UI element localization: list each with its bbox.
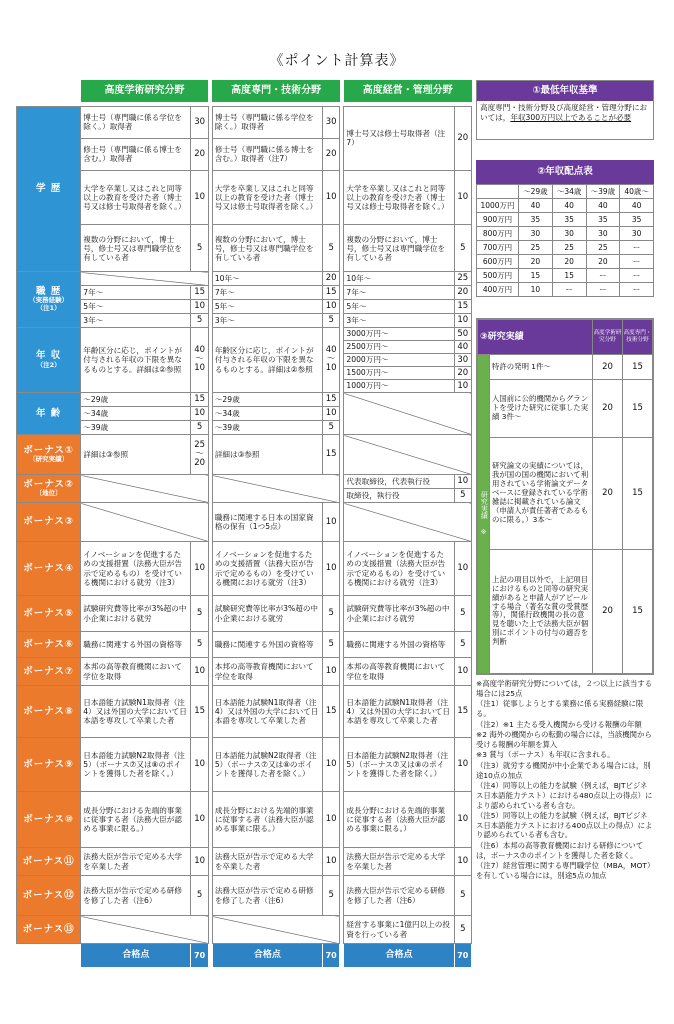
research-points: 15 (623, 437, 653, 549)
income-row (477, 213, 654, 227)
cell-text: 本邦の高等教育機関において学位を取得 (212, 658, 322, 686)
income-cell: 40 (586, 199, 620, 213)
pass-score-value: 70 (454, 944, 471, 968)
cell-text: ～39歳 (212, 421, 322, 435)
cell-points: 50 (454, 328, 471, 341)
cell-points: 10 (454, 314, 471, 328)
cell-points: 15 (191, 686, 208, 738)
cell-text: 職務に関連する外国の資格等 (344, 632, 454, 658)
income-cell: 500万円 (477, 269, 519, 283)
cell-text: 3年～ (81, 314, 191, 328)
points-range: 〜 (195, 354, 204, 365)
cell-text: 成長分野における先端的事業に従事する者（法務大臣が認める事業に限る。） (212, 792, 322, 848)
cell-text: 日本語能力試験N2取得者（注5）（ボーナス⑦又は⑧のポイントを獲得した者を除く。） (81, 738, 191, 792)
row-label-bonus3: ボーナス③ (17, 503, 81, 542)
min-income-body (477, 101, 653, 125)
cell-points: 30 (323, 106, 340, 139)
empty-cell (344, 435, 472, 475)
cell-points: 5 (454, 916, 471, 944)
cell-text: 法務大臣が告示で定める大学を卒業した者 (212, 848, 322, 876)
cell-points: 10 (454, 380, 471, 393)
cell-text: イノベーションを促進するための支援措置（法務大臣が告示で定めるもの）を受けている機関における就労（注3） (81, 542, 191, 596)
points-top: 40 (194, 345, 206, 356)
income-row (477, 227, 654, 241)
empty-cell (212, 475, 340, 503)
cell-points: 15 (323, 435, 340, 475)
income-cell: 10 (519, 283, 553, 297)
points-bottom: 10 (194, 363, 206, 374)
cell-points: 10 (454, 658, 471, 686)
cell-text: 代表取締役，代表執行役 (344, 475, 454, 489)
cell-points: 25 (454, 272, 471, 286)
cell-text: 詳細は③参照 (212, 435, 322, 475)
points-top: 25 (194, 439, 206, 450)
cell-points (323, 328, 340, 393)
cell-text: 経営する事業に1億円以上の投資を行っている者 (344, 916, 454, 944)
footnote: （注3）就労する機関が中小企業である場合には，別途10点の加点 (476, 761, 651, 780)
cell-points: 5 (191, 314, 208, 328)
pass-score-value: 70 (323, 944, 340, 968)
cell-points: 5 (191, 596, 208, 632)
row-label-bonus1-title: ボーナス① (23, 444, 74, 456)
cell-text: 2500万円～ (344, 341, 454, 354)
empty-cell (81, 503, 209, 542)
income-row (477, 199, 654, 213)
research-table (477, 319, 653, 674)
research-points: 15 (623, 380, 653, 438)
cell-points: 15 (323, 286, 340, 300)
cell-text: ～34歳 (212, 407, 322, 421)
row-label-education: 学 歴 (17, 106, 81, 272)
cell-points: 5 (454, 489, 471, 503)
empty-cell (81, 916, 209, 944)
min-income-panel (476, 80, 654, 140)
footnote: （注5）同等以上の能力を試験（例えば，BJTビジネス日本語能力テストにおける400点以上の得点）により認められている者も含む。 (476, 811, 653, 840)
income-cell: 900万円 (477, 213, 519, 227)
cell-points: 10 (191, 658, 208, 686)
category-header-academic: 高度学術研究分野 (81, 80, 209, 102)
footnote: ※3 賞与（ボーナス）も年収に含まれる。 (476, 750, 615, 760)
cell-text: 日本語能力試験N1取得者（注4）又は外国の大学において日本語を専攻して卒業した者 (81, 686, 191, 738)
cell-text: イノベーションを促進するための支援措置（法務大臣が告示で定めるもの）を受けている機関における就労（注3） (344, 542, 454, 596)
research-side-label (478, 355, 490, 674)
category-header-technical: 高度専門・技術分野 (212, 80, 340, 102)
cell-text: 博士号（専門職に係る学位を除く。）取得者 (81, 106, 191, 139)
income-cell: ー (620, 283, 654, 297)
row-label-bonus2-sub: 〔地位〕 (35, 489, 62, 498)
row-label-bonus6: ボーナス⑥ (17, 632, 81, 658)
cell-text: 博士号又は修士号取得者（注7） (344, 106, 454, 170)
row-label-bonus11: ボーナス⑪ (17, 848, 81, 876)
income-cell: ー (552, 283, 586, 297)
cell-points: 5 (323, 632, 340, 658)
footnote: （注7）経営管理に関する専門職学位（MBA，MOT）を有している場合には，別途5点の加点 (476, 861, 651, 880)
cell-text: 取締役，執行役 (344, 489, 454, 503)
cell-text: 大学を卒業し又はこれと同等以上の教育を受けた者（博士号又は修士号取得者を除く。） (81, 170, 191, 225)
cell-text: 日本語能力試験N1取得者（注4）又は外国の大学において日本語を専攻して卒業した者 (212, 686, 322, 738)
income-cell: 40 (552, 199, 586, 213)
cell-text: ～34歳 (81, 407, 191, 421)
row-label-experience-sub: （実務経験） (29, 296, 69, 305)
min-income-underline: 年収300万円以上であることが必要 (510, 112, 632, 122)
cell-text: ～39歳 (81, 421, 191, 435)
income-row (477, 283, 654, 297)
research-item: 特許の発明 1件～ (490, 355, 593, 380)
cell-text: 3年～ (344, 314, 454, 328)
cell-text: 5年～ (344, 300, 454, 314)
cell-text: イノベーションを促進するための支援措置（法務大臣が告示で定めるもの）を受けている機関における就労（注3） (212, 542, 322, 596)
row-label-bonus2 (17, 475, 81, 503)
empty-cell (344, 393, 472, 435)
cell-text: 日本語能力試験N1取得者（注4）又は外国の大学において日本語を専攻して卒業した者 (344, 686, 454, 738)
cell-points: 5 (191, 632, 208, 658)
income-header: ～34歳 (552, 185, 586, 199)
research-points: 15 (623, 355, 653, 380)
cell-points: 20 (454, 106, 471, 170)
cell-points: 10 (454, 542, 471, 596)
research-points: 20 (593, 549, 623, 673)
income-cell: ー (620, 269, 654, 283)
cell-text: 試験研究費等比率が3%超の中小企業における就労 (344, 596, 454, 632)
cell-text: 日本語能力試験N2取得者（注5）（ボーナス⑦又は⑧のポイントを獲得した者を除く。） (212, 738, 322, 792)
income-table (476, 184, 654, 297)
cell-text: 7年～ (212, 286, 322, 300)
cell-text: 複数の分野において，博士号，修士号又は専門職学位を有している者 (212, 225, 322, 272)
points-top: 40 (325, 345, 337, 356)
cell-points: 5 (454, 876, 471, 916)
cell-points: 10 (191, 792, 208, 848)
cell-text: 修士号（専門職に係る博士を含む。）取得者（注7） (212, 139, 322, 171)
cell-text: 職務に関連する外国の資格等 (81, 632, 191, 658)
income-cell: 400万円 (477, 283, 519, 297)
row-label-experience-note: （注1） (36, 304, 61, 313)
cell-text: ～29歳 (81, 393, 191, 407)
income-cell: 25 (586, 241, 620, 255)
empty-cell (344, 503, 472, 542)
income-header: 40歳～ (620, 185, 654, 199)
cell-points: 10 (323, 407, 340, 421)
income-cell: 40 (620, 199, 654, 213)
income-cell: 20 (519, 255, 553, 269)
cell-points (191, 435, 208, 475)
income-cell: 1000万円 (477, 199, 519, 213)
cell-text: 5年～ (81, 300, 191, 314)
cell-points: 10 (454, 738, 471, 792)
points-range: 〜 (195, 448, 204, 459)
pass-score-label: 合格点 (212, 944, 322, 968)
research-points: 20 (593, 380, 623, 438)
income-cell: 25 (552, 241, 586, 255)
income-table-panel (476, 160, 654, 297)
income-cell: 15 (519, 269, 553, 283)
income-table-title: ②年収配点表 (476, 160, 654, 184)
row-label-bonus10: ボーナス⑩ (17, 792, 81, 848)
row-label-bonus13: ボーナス⑬ (17, 916, 81, 944)
income-cell: 30 (620, 227, 654, 241)
income-cell: 35 (620, 213, 654, 227)
pass-score-label: 合格点 (344, 944, 454, 968)
cell-points: 10 (323, 170, 340, 225)
cell-points: 15 (191, 393, 208, 407)
income-row (477, 241, 654, 255)
row-label-age: 年 齢 (17, 393, 81, 435)
cell-points: 5 (191, 421, 208, 435)
income-cell: 20 (586, 255, 620, 269)
cell-points: 5 (454, 596, 471, 632)
pass-score-label: 合格点 (81, 944, 191, 968)
income-cell: ー (620, 255, 654, 269)
footnote: （注1）従事しようとする業務に係る実務経験に限る。 (476, 699, 644, 718)
cell-points: 5 (323, 314, 340, 328)
income-header: ～39歳 (586, 185, 620, 199)
cell-points: 10 (323, 658, 340, 686)
cell-points: 10 (454, 170, 471, 225)
cell-text: 成長分野における先端的事業に従事する者（法務大臣が認める事業に限る。） (344, 792, 454, 848)
research-item: 入国前に公的機関からグラントを受けた研究に従事した実績 3件～ (490, 380, 593, 438)
cell-points: 5 (191, 225, 208, 272)
cell-text: 修士号（専門職に係る博士を含む。）取得者 (81, 139, 191, 171)
footnote: ※2 海外の機関からの転勤の場合には，当該機関から受ける報酬の年額を算入 (476, 730, 652, 749)
cell-points: 10 (191, 738, 208, 792)
row-label-experience-title: 職 歴 (35, 286, 62, 297)
cell-points: 15 (191, 286, 208, 300)
row-label-bonus1-sub: 〔研究実績〕 (29, 455, 69, 464)
cell-points: 5 (191, 876, 208, 916)
research-col-academic: 高度学術研究分野 (593, 320, 623, 355)
cell-text: 成長分野における先端的事業に従事する者（法務大臣が認める事業に限る。） (81, 792, 191, 848)
row-label-bonus5: ボーナス⑤ (17, 596, 81, 632)
cell-text: 3年～ (212, 314, 322, 328)
cell-points: 15 (323, 686, 340, 738)
min-income-title: ①最低年収基準 (477, 81, 653, 101)
income-header: ～29歳 (519, 185, 553, 199)
cell-text: 法務大臣が告示で定める研修を修了した者（注6） (81, 876, 191, 916)
cell-points: 15 (323, 393, 340, 407)
cell-points: 40 (454, 341, 471, 354)
income-cell: 30 (552, 227, 586, 241)
cell-text: 本邦の高等教育機関において学位を取得 (81, 658, 191, 686)
cell-points: 20 (323, 272, 340, 286)
cell-points: 5 (323, 421, 340, 435)
cell-text: 日本語能力試験N2取得者（注5）（ボーナス⑦又は⑧のポイントを獲得した者を除く。） (344, 738, 454, 792)
row-label-income-title: 年 収 (35, 350, 62, 362)
cell-points: 5 (454, 225, 471, 272)
cell-points: 10 (454, 848, 471, 876)
cell-text: 5年～ (212, 300, 322, 314)
cell-text: 法務大臣が告示で定める大学を卒業した者 (81, 848, 191, 876)
cell-points: 5 (323, 225, 340, 272)
cell-points: 10 (323, 542, 340, 596)
cell-points: 20 (191, 139, 208, 171)
research-col-technical: 高度専門・技術分野 (623, 320, 653, 355)
income-cell: ー (620, 241, 654, 255)
income-cell: 600万円 (477, 255, 519, 269)
cell-text: 大学を卒業し又はこれと同等以上の教育を受けた者（博士号又は修士号取得者を除く。） (212, 170, 322, 225)
research-side-text: 研究実績 (480, 491, 489, 520)
empty-cell (81, 272, 209, 286)
row-label-experience (17, 272, 81, 328)
points-bottom: 10 (325, 363, 337, 374)
cell-points: 10 (323, 503, 340, 542)
row-label-bonus7: ボーナス⑦ (17, 658, 81, 686)
cell-points: 20 (454, 367, 471, 380)
cell-text: 7年～ (344, 286, 454, 300)
points-range: 〜 (326, 354, 336, 365)
row-label-bonus9: ボーナス⑨ (17, 738, 81, 792)
cell-points: 10 (323, 848, 340, 876)
income-cell: 40 (519, 199, 553, 213)
points-bottom: 20 (194, 457, 206, 468)
cell-points: 10 (191, 542, 208, 596)
income-cell: 30 (519, 227, 553, 241)
cell-text: 7年～ (81, 286, 191, 300)
row-label-bonus1 (17, 435, 81, 475)
cell-points: 20 (454, 286, 471, 300)
income-cell: 35 (519, 213, 553, 227)
research-points: 20 (593, 355, 623, 380)
pass-score-value: 70 (191, 944, 208, 968)
income-cell: 30 (586, 227, 620, 241)
cell-points: 5 (454, 632, 471, 658)
row-label-bonus12: ボーナス⑫ (17, 876, 81, 916)
footnote: （注6）本邦の高等教育機関における研修については，ボーナス⑦のポイントを獲得した者を除く。 (476, 841, 644, 860)
cell-text: 2000万円～ (344, 354, 454, 367)
income-row (477, 255, 654, 269)
cell-text: 職務に関連する日本の国家資格の保有（1つ5点） (212, 503, 322, 542)
cell-text: 年齢区分に応じ，ポイントが付与される年収の下限を異なるものとする。詳細は②参照 (81, 328, 191, 393)
empty-cell (81, 475, 209, 503)
cell-points: 15 (454, 300, 471, 314)
page-title: 《ポイント計算表》 (269, 53, 405, 69)
row-label-bonus2-title: ボーナス② (23, 478, 74, 490)
points-table (16, 80, 472, 968)
income-row (477, 269, 654, 283)
cell-text: 試験研究費等比率が3%超の中小企業における就労 (212, 596, 322, 632)
cell-text: 複数の分野において，博士号，修士号又は専門職学位を有している者 (344, 225, 454, 272)
footnotes (476, 679, 654, 882)
footnote: ※高度学術研究分野については，２つ以上に該当する場合には25点 (476, 679, 653, 698)
row-label-income (17, 328, 81, 393)
empty-cell (212, 916, 340, 944)
research-points: 15 (623, 549, 653, 673)
cell-text: 法務大臣が告示で定める研修を修了した者（注6） (212, 876, 322, 916)
cell-text: 複数の分野において，博士号，修士号又は専門職学位を有している者 (81, 225, 191, 272)
cell-points: 30 (454, 354, 471, 367)
cell-text: 試験研究費等比率が3%超の中小企業における就労 (81, 596, 191, 632)
cell-points: 30 (191, 106, 208, 139)
cell-points: 10 (191, 300, 208, 314)
category-header-management: 高度経営・管理分野 (344, 80, 472, 102)
row-label-bonus8: ボーナス⑧ (17, 686, 81, 738)
row-label-bonus4: ボーナス④ (17, 542, 81, 596)
research-title: ③研究実績 (478, 320, 593, 355)
cell-text: 1500万円～ (344, 367, 454, 380)
research-side-note: ※ (480, 528, 487, 537)
cell-points: 10 (323, 738, 340, 792)
cell-text: 詳細は③参照 (81, 435, 191, 475)
income-cell: 15 (552, 269, 586, 283)
cell-text: 博士号（専門職に係る学位を除く。）取得者 (212, 106, 322, 139)
cell-text: 法務大臣が告示で定める研修を修了した者（注6） (344, 876, 454, 916)
income-cell: 20 (552, 255, 586, 269)
research-panel (476, 318, 654, 675)
cell-points: 10 (323, 792, 340, 848)
cell-text: 年齢区分に応じ，ポイントが付与される年収の下限を異なるものとする。詳細は②参照 (212, 328, 322, 393)
research-item: 研究論文の実績については，我が国の国の機関において利用されている学術論文データベースに登録されている学術雑誌に掲載されている論文（申請人が責任著者であるものに限る。）3本～ (490, 437, 593, 549)
cell-text: 10年～ (212, 272, 322, 286)
cell-text: 10年～ (344, 272, 454, 286)
cell-points: 5 (323, 876, 340, 916)
research-item: 上記の項目以外で，上記項目におけるものと同等の研究実績があると申請人がアピールする場合（著名な賞の受賞歴等），関係行政機関の長の意見を聴いた上で法務大臣が個別にポイントの付与の適否を判断 (490, 549, 593, 673)
cell-points: 10 (454, 792, 471, 848)
cell-points: 15 (454, 686, 471, 738)
cell-points (191, 328, 208, 393)
cell-points: 20 (323, 139, 340, 171)
footnote: （注2）※1 主たる受入機関から受ける報酬の年額 (476, 719, 642, 729)
row-label-income-note: （注2） (36, 360, 61, 369)
income-cell: ー (586, 283, 620, 297)
cell-points: 10 (454, 475, 471, 489)
income-header (477, 185, 519, 199)
income-cell: 700万円 (477, 241, 519, 255)
income-cell: 800万円 (477, 227, 519, 241)
income-cell: ー (586, 269, 620, 283)
income-cell: 25 (519, 241, 553, 255)
cell-text: 職務に関連する外国の資格等 (212, 632, 322, 658)
cell-text: 3000万円～ (344, 328, 454, 341)
cell-points: 10 (323, 300, 340, 314)
cell-points: 10 (191, 848, 208, 876)
cell-text: ～29歳 (212, 393, 322, 407)
cell-points: 10 (191, 407, 208, 421)
footnote: （注4）同等以上の能力を試験（例えば，BJTビジネス日本語能力テスト）における480点以上の得点）により認められている者も含む。 (476, 781, 653, 810)
income-cell: 35 (586, 213, 620, 227)
research-points: 20 (593, 437, 623, 549)
cell-text: 本邦の高等教育機関において学位を取得 (344, 658, 454, 686)
cell-points: 5 (323, 596, 340, 632)
min-income-text: 高度専門・技術分野及び高度経営・管理分野においては， (480, 103, 648, 122)
income-cell: 35 (552, 213, 586, 227)
cell-points: 10 (191, 170, 208, 225)
cell-text: 大学を卒業し又はこれと同等以上の教育を受けた者（博士号又は修士号取得者を除く。） (344, 170, 454, 225)
cell-text: 1000万円～ (344, 380, 454, 393)
cell-text: 法務大臣が告示で定める大学を卒業した者 (344, 848, 454, 876)
